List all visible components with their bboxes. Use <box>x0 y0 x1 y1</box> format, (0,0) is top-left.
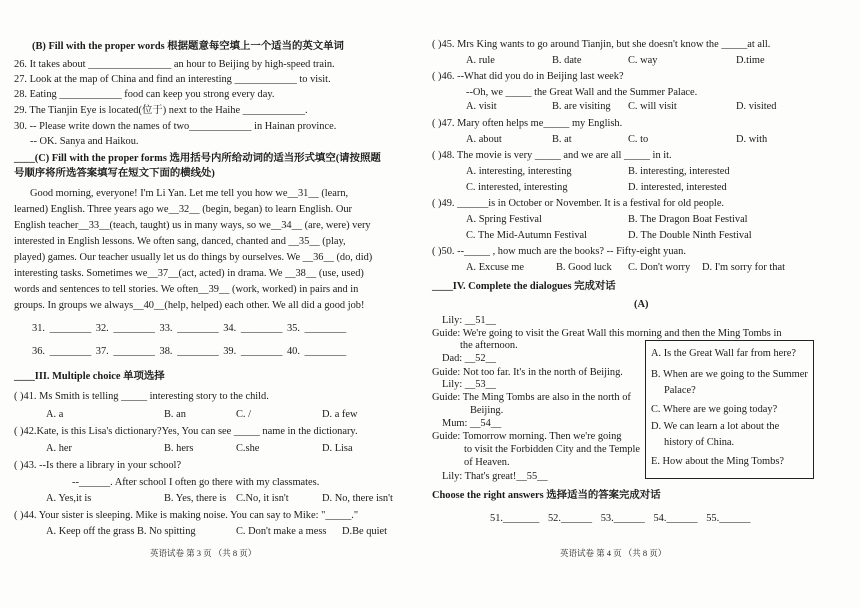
q48-option[interactable]: B. interesting, interested <box>628 166 730 177</box>
q45-option[interactable]: D.time <box>736 55 765 66</box>
dialogue-line: Guide: We're going to visit the Great Wall this morning and then the Ming Tombs in <box>432 328 782 339</box>
q50-option[interactable]: C. Don't worry <box>628 262 691 273</box>
box-option: history of China. <box>664 437 735 448</box>
q50-option[interactable]: B. Good luck <box>556 262 612 273</box>
part-b-title: (B) Fill with the proper words 根据题意每空填上一个适当的英文单词 <box>32 41 344 52</box>
question-44: ( )44. Your sister is sleeping. Mike is making noise. You can say to Mike: "_____." <box>14 510 359 521</box>
question-50: ( )50. --_____ , how much are the books? -- Fifty-eight yuan. <box>432 246 686 257</box>
q48-option[interactable]: D. interested, interested <box>628 182 727 193</box>
question-27: 27. Look at the map of China and find an interesting ____________ to visit. <box>14 74 331 85</box>
question-28: 28. Eating ____________ food can keep you strong every day. <box>14 89 275 100</box>
page-footer: 英语试卷 第 3 页 （共 8 页） <box>150 548 257 558</box>
q49-option[interactable]: B. The Dragon Boat Festival <box>628 214 748 225</box>
q42-option[interactable]: C.she <box>236 443 260 454</box>
dialogue-line: Lily: __51__ <box>442 315 496 326</box>
answer-blanks-31-35[interactable]: 31. ________ 32. ________ 33. ________ 34. ________ 35. ________ <box>32 323 347 334</box>
passage-line: words and sentences to tell stories. We often__39__ (work, worked) in pairs and in <box>14 284 359 295</box>
dialogue-line: Guide: The Ming Tombs are also in the north of <box>432 392 631 403</box>
question-30-answer: -- OK. Sanya and Haikou. <box>30 136 139 147</box>
q48-option[interactable]: C. interested, interesting <box>466 182 568 193</box>
q46-option[interactable]: D. visited <box>736 101 777 112</box>
q43-option[interactable]: A. Yes,it is <box>46 493 92 504</box>
answer-blanks-36-40[interactable]: 36. ________ 37. ________ 38. ________ 39. ________ 40. ________ <box>32 346 347 357</box>
answer-blanks-51-55[interactable]: 51._______ 52.______ 53.______ 54.______ 55.______ <box>490 513 751 524</box>
box-option[interactable]: B. When are we going to the Summer <box>651 369 808 380</box>
question-26: 26. It takes about ________________ an hour to Beijing by high-speed train. <box>14 59 335 70</box>
dialogue-line: Guide: Tomorrow morning. Then we're going <box>432 431 622 442</box>
dialogue-line: Beijing. <box>470 405 504 416</box>
q45-option[interactable]: B. date <box>552 55 582 66</box>
q43-option[interactable]: C.No, it isn't <box>236 493 289 504</box>
q46-option[interactable]: A. visit <box>466 101 497 112</box>
box-option: Palace? <box>664 385 696 396</box>
passage-line: groups. In groups we always__40__(help, helped) each other. We all did a good job! <box>14 300 365 311</box>
q46-option[interactable]: C. will visit <box>628 101 677 112</box>
question-43: ( )43. --Is there a library in your school? <box>14 460 182 471</box>
q49-option[interactable]: D. The Double Ninth Festival <box>628 230 752 241</box>
question-46-reply: --Oh, we _____ the Great Wall and the Summer Palace. <box>466 87 698 98</box>
dialogue-line: Dad: __52__ <box>442 353 496 364</box>
box-option[interactable]: D. We can learn a lot about the <box>651 421 780 432</box>
dialogue-line: Lily: __53__ <box>442 379 496 390</box>
q42-option[interactable]: A. her <box>46 443 72 454</box>
q42-option[interactable]: D. Lisa <box>322 443 353 454</box>
passage-line: English teacher__33__(teach, taught) us in many ways, so we__34__ (are, were) very <box>14 220 371 231</box>
part-iii-title: ____III. Multiple choice 单项选择 <box>14 371 165 382</box>
q50-option[interactable]: A. Excuse me <box>466 262 524 273</box>
q49-option[interactable]: A. Spring Festival <box>466 214 542 225</box>
part-iv-title: ____IV. Complete the dialogues 完成对话 <box>432 281 616 292</box>
q45-option[interactable]: C. way <box>628 55 658 66</box>
page-footer: 英语试卷 第 4 页 （共 8 页） <box>560 548 667 558</box>
dialogue-line: Guide: Not too far. It's in the north of Beijing. <box>432 367 623 378</box>
question-49: ( )49. ______is in October or November. It is a festival for old people. <box>432 198 725 209</box>
q43-option[interactable]: D. No, there isn't <box>322 493 393 504</box>
q44-option[interactable]: C. Don't make a mess <box>236 526 327 537</box>
question-30: 30. -- Please write down the names of two____________ in Hainan province. <box>14 121 337 132</box>
q49-option[interactable]: C. The Mid-Autumn Festival <box>466 230 588 241</box>
dialogue-a-label: (A) <box>634 299 649 310</box>
dialogue-line: Lily: That's great!__55__ <box>442 471 548 482</box>
q48-option[interactable]: A. interesting, interesting <box>466 166 572 177</box>
dialogue-options-box <box>645 340 814 479</box>
q47-option[interactable]: A. about <box>466 134 502 145</box>
dialogue-line: Mum: __54__ <box>442 418 502 429</box>
question-29: 29. The Tianjin Eye is located(位于) next to the Haihe ____________. <box>14 105 308 116</box>
dialogue-line: of Heaven. <box>464 457 510 468</box>
q47-option[interactable]: D. with <box>736 134 768 145</box>
box-option[interactable]: C. Where are we going today? <box>651 404 778 415</box>
passage-line: learned) English. Three years ago we__32__ (begin, began) to learn English. Our <box>14 204 352 215</box>
passage-line: Good morning, everyone! I'm Li Yan. Let me tell you how we__31__ (learn, <box>30 188 349 199</box>
question-46: ( )46. --What did you do in Beijing last week? <box>432 71 624 82</box>
passage-line: played) games. Our teacher usually let us do things by ourselves. We __36__ (do, did) <box>14 252 373 263</box>
q41-option[interactable]: B. an <box>164 409 186 420</box>
q41-option[interactable]: D. a few <box>322 409 358 420</box>
question-43-reply: --______. After school I often go there with my classmates. <box>72 477 320 488</box>
dialogue-line: the afternoon. <box>460 340 518 351</box>
q44-option[interactable]: D.Be quiet <box>342 526 388 537</box>
q41-option[interactable]: C. / <box>236 409 252 420</box>
q45-option[interactable]: A. rule <box>466 55 495 66</box>
choose-title: Choose the right answers 选择适当的答案完成对话 <box>432 490 661 501</box>
q47-option[interactable]: B. at <box>552 134 572 145</box>
question-42: ( )42.Kate, is this Lisa's dictionary?Yes, You can see _____ name in the dictionary. <box>14 426 358 437</box>
passage-line: interested in English lessons. We often sang, danced, chanted and __35__ (play, <box>14 236 346 247</box>
dialogue-line: to visit the Forbidden City and the Temple <box>464 444 640 455</box>
part-c-title-line2: 号顺序将所选答案填写在短文下面的横线处) <box>14 168 215 179</box>
passage-line: interesting tasks. Sometimes we__37__(act, acted) in drama. We __38__ (use, used) <box>14 268 364 279</box>
box-option[interactable]: A. Is the Great Wall far from here? <box>651 348 796 359</box>
question-48: ( )48. The movie is very _____ and we are all _____ in it. <box>432 150 672 161</box>
q46-option[interactable]: B. are visiting <box>552 101 611 112</box>
box-option[interactable]: E. How about the Ming Tombs? <box>651 456 784 467</box>
question-47: ( )47. Mary often helps me_____ my English. <box>432 118 623 129</box>
part-c-title-line1: ____(C) Fill with the proper forms 选用括号内所给动词的适当形式填空(请按照题 <box>14 153 381 164</box>
question-41: ( )41. Ms Smith is telling _____ interesting story to the child. <box>14 391 269 402</box>
q50-option[interactable]: D. I'm sorry for that <box>702 262 785 273</box>
q41-option[interactable]: A. a <box>46 409 64 420</box>
q43-option[interactable]: B. Yes, there is <box>164 493 227 504</box>
q42-option[interactable]: B. hers <box>164 443 194 454</box>
question-45: ( )45. Mrs King wants to go around Tianjin, but she doesn't know the _____at all. <box>432 39 771 50</box>
q44-option[interactable]: A. Keep off the grass B. No spitting <box>46 526 196 537</box>
right-page <box>430 0 860 608</box>
q47-option[interactable]: C. to <box>628 134 649 145</box>
